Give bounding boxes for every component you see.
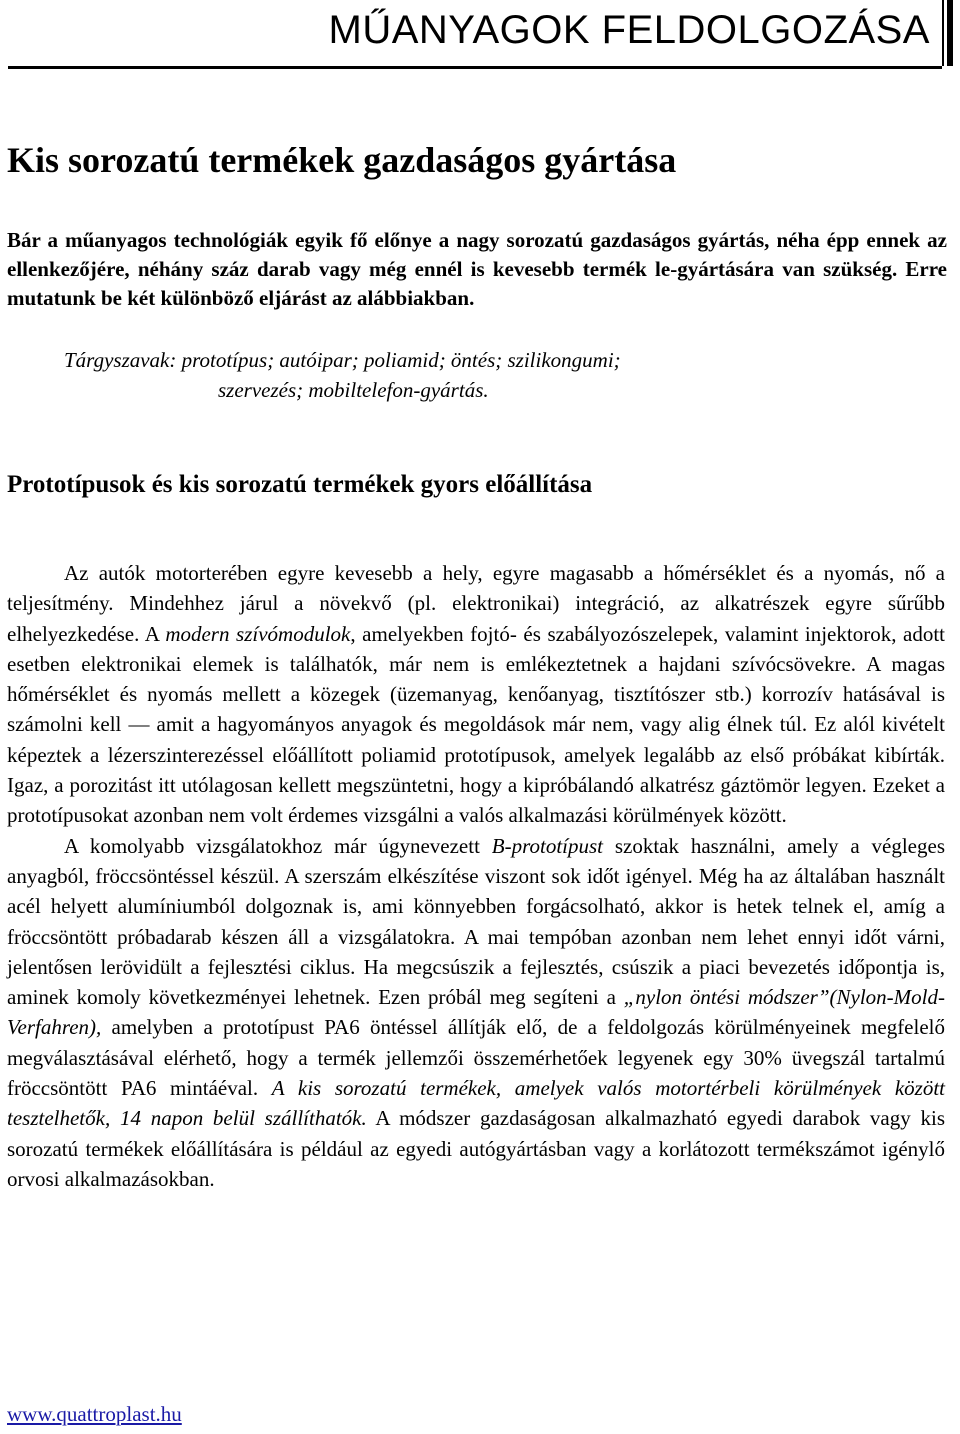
article-abstract: Bár a műanyagos technológiák egyik fő előnye a nagy sorozatú gazdaságos gyártás, néha épp ennek az ellenkezőjére, néhány száz darab vagy még ennél is kevesebb termék le-gyártására van szükség. Erre mutatunk be két különböző eljárást az alábbiakban.: [7, 228, 947, 310]
keywords: [64, 345, 804, 405]
keywords-line-1: Tárgyszavak: prototípus; autóipar; poliamid; öntés; szilikongumi;: [64, 348, 621, 372]
body-text: [7, 558, 945, 1194]
keywords-line-2: szervezés; mobiltelefon-gyártás.: [218, 378, 489, 402]
header-decorative-bars: [942, 0, 954, 66]
p1-text-2: , amelyekben fojtó- és szabályozószelepek, valamint injektorok, adott esetben elektronikai elemek is találhatók, már nem is emlékeztetnek a hajdani szívócsövekre. A magas hőmérséklet és nyomás mellett a közegek (üzemanyag, kenőanyag, tisztítószer stb.) korrozív hatásával is számolni kell — amit a hagyományos anyagok és megoldások már nem, vagy alig élnek túl. Ez alól kivételt képeztek a lézerszinterezéssel előállított poliamid prototípusok, amelyek legalább az első próbákat kibírták. Igaz, a porozitást itt utólagosan kellett megszüntetni, hogy a kipróbálandó alkatrész gáztömör legyen. Ezeket a prototípusokat azonban nem volt érdemes vizsgálni a valós alkalmazási körülmények között.: [7, 621, 946, 828]
header-bar-thin: [942, 0, 944, 66]
footer-website-link[interactable]: www.quattroplast.hu: [7, 1402, 182, 1426]
p2-text-4: A módszer gazdaságosan alkalmazható egyedi darabok vagy kis sorozatú termékek előállítására is például az egyedi autógyártásban vagy a korlátozott termékszámot igénylő orvosi alkalmazásokban.: [7, 1106, 946, 1191]
p2-emphasis-3: A kis sorozatú termékek, amelyek valós motortérbeli körülmények között tesztelhetők, 14 napon belül szállíthatók.: [7, 1076, 945, 1131]
p2-text-3: amelyben a prototípust PA6 öntéssel állítják elő, de a feldolgozás körülményeinek megfelelő megválasztásával elérhető, hogy a termék jellemzői összemérhetőek legyenek egy 30% üvegszál tartalmú fröccsöntött PA6 mintáéval.: [7, 1015, 945, 1101]
p1-emphasis-1: modern szívómodulok: [165, 621, 351, 646]
p1-text-1: Az autók motorterében egyre kevesebb a hely, egyre magasabb a hőmérséklet és a nyomás, nő a teljesítmény. Mindehhez járul a növekvő (pl. elektronikai) integráció, az alkatrészek egyre sűrűbb elhelyezkedése. A: [7, 561, 945, 646]
paragraph-1: [7, 558, 945, 831]
section-title: Prototípusok és kis sorozatú termékek gyors előállítása: [7, 471, 593, 498]
article-title: Kis sorozatú termékek gazdaságos gyártása: [7, 140, 677, 180]
p2-emphasis-2: „nylon öntési módszer”(Nylon-Mold-Verfahren),: [7, 985, 945, 1040]
running-header-title: MŰANYAGOK FELDOLGOZÁSA: [328, 8, 930, 52]
header-bar-thick: [947, 0, 953, 66]
header-rule: [8, 66, 942, 69]
p2-text-1: A komolyabb vizsgálatokhoz már úgynevezett: [64, 833, 492, 858]
paragraph-2: [7, 831, 945, 1195]
p2-text-2: szoktak használni, amely a végleges anyagból, fröccsöntéssel készül. A szerszám elkészítése viszont sok időt igényel. Még ha az általában használt acél helyett alumíniumból dolgoznak is, ami könnyebben forgácsolható, akkor is hetek telnek el, amíg a fröccsöntött próbadarab készen áll a vizsgálatokra. A mai tempóban azonban nem lehet ennyi időt várni, jelentősen lerövidült a fejlesztési ciklus. Ha megcsúszik a fejlesztés, csúszik a piaci bevezetés időpontja is, aminek komoly következményei lehetnek. Ezen próbál meg segíteni a: [7, 833, 945, 1010]
p2-emphasis-1: B-prototípust: [491, 833, 603, 858]
